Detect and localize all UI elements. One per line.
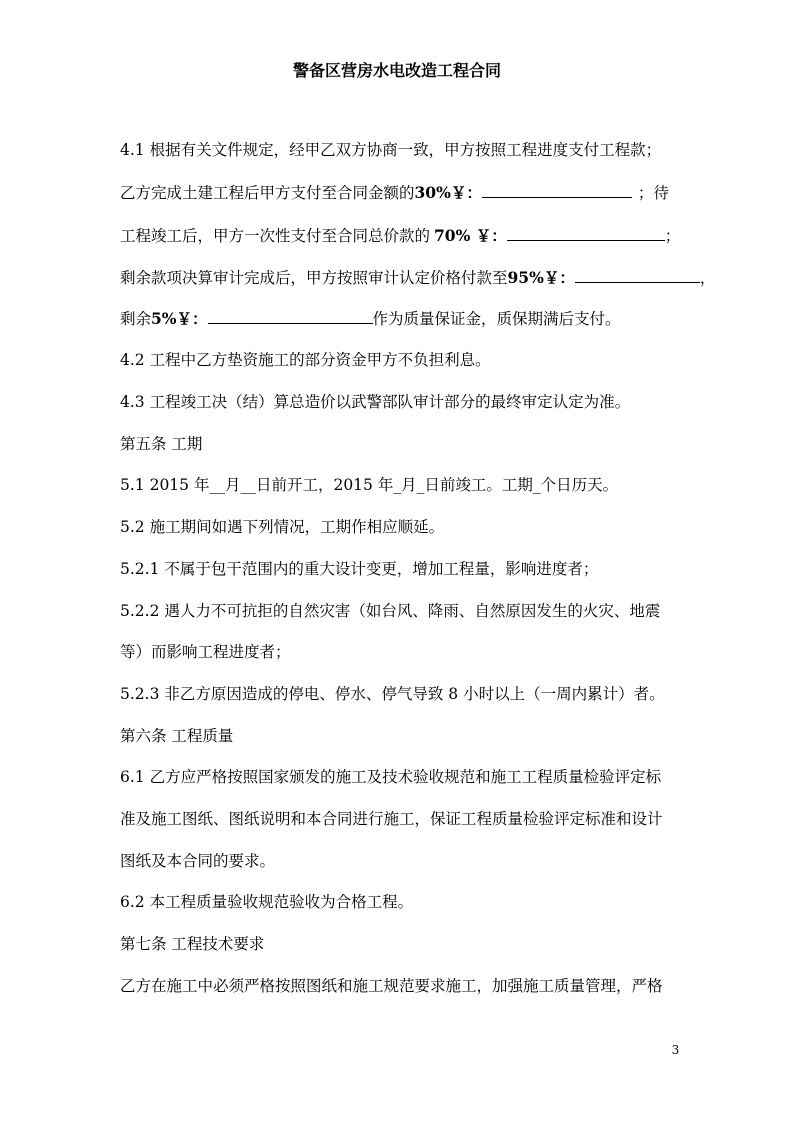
percent-30: 30%￥：: [414, 183, 482, 202]
article-7-heading: 第七条 工程技术要求: [120, 935, 265, 953]
clause-5-1: 5.1 2015 年__月__日前开工，2015 年_月_日前竣工。工期_个日历天。: [120, 476, 619, 494]
article-5-heading: 第五条 工期: [120, 435, 203, 453]
blank-underline: [507, 225, 665, 241]
page-number-container: [0, 1043, 794, 1057]
clause-6-2: 6.2 本工程质量验收规范验收为合格工程。: [120, 893, 414, 911]
clause-5-2-1: 5.2.1 不属于包干范围内的重大设计变更，增加工程量，影响进度者；: [120, 560, 599, 578]
clause-5-2-3: 5.2.3 非乙方原因造成的停电、停水、停气导致 8 小时以上（一周内累计）者。: [120, 685, 665, 703]
clause-4-1-stage4: [120, 308, 621, 329]
text-segment: 工程竣工后，甲方一次性支付至合同总价款的: [120, 227, 431, 245]
text-segment: ，: [699, 269, 716, 287]
clause-4-1-stage2: [120, 225, 680, 246]
percent-5: 5%￥：: [151, 309, 208, 328]
clause-4-1-stage1: [120, 182, 669, 203]
page-number: 3: [671, 1043, 680, 1057]
clause-5-2: 5.2 施工期间如遇下列情况，工期作相应顺延。: [120, 518, 445, 536]
text-segment: 剩余款项决算审计完成后，甲方按照审计认定价格付款至: [120, 269, 508, 287]
text-segment: 乙方完成土建工程后甲方支付至合同金额的: [120, 184, 415, 202]
clause-5-2-2-cont: 等）而影响工程进度者；: [120, 643, 291, 661]
text-segment: ；待: [637, 184, 669, 202]
contract-title: 警备区营房水电改造工程合同: [292, 61, 501, 80]
text-segment: 作为质量保证金，质保期满后支付。: [372, 310, 621, 328]
percent-70: 70% ￥：: [434, 226, 507, 245]
clause-4-2: 4.2 工程中乙方垫资施工的部分资金甲方不负担利息。: [120, 351, 491, 369]
clause-6-1: 6.1 乙方应严格按照国家颁发的施工及技术验收规范和施工工程质量检验评定标: [120, 768, 662, 786]
clause-4-3: 4.3 工程竣工决（结）算总造价以武警部队审计部分的最终审定认定为准。: [120, 393, 631, 411]
clause-4-1: 4.1 根据有关文件规定，经甲乙双方协商一致，甲方按照工程进度支付工程款；: [120, 141, 662, 159]
article-7-body: 乙方在施工中必须严格按照图纸和施工规范要求施工，加强施工质量管理，严格: [120, 977, 663, 995]
clause-5-2-2: 5.2.2 遇人力不可抗拒的自然灾害（如台风、降雨、自然原因发生的火灾、地震: [120, 602, 661, 620]
blank-underline: [482, 182, 632, 198]
clause-6-1-cont2: 图纸及本合同的要求。: [120, 852, 276, 870]
text-segment: ；: [664, 227, 681, 245]
percent-95: 95%￥：: [507, 268, 575, 287]
clause-4-1-stage3: [120, 267, 715, 288]
article-6-heading: 第六条 工程质量: [120, 727, 234, 745]
blank-underline: [575, 267, 700, 283]
clause-6-1-cont1: 准及施工图纸、图纸说明和本合同进行施工，保证工程质量检验评定标准和设计: [120, 810, 663, 828]
blank-underline: [208, 308, 373, 324]
text-segment: 剩余: [120, 310, 152, 328]
